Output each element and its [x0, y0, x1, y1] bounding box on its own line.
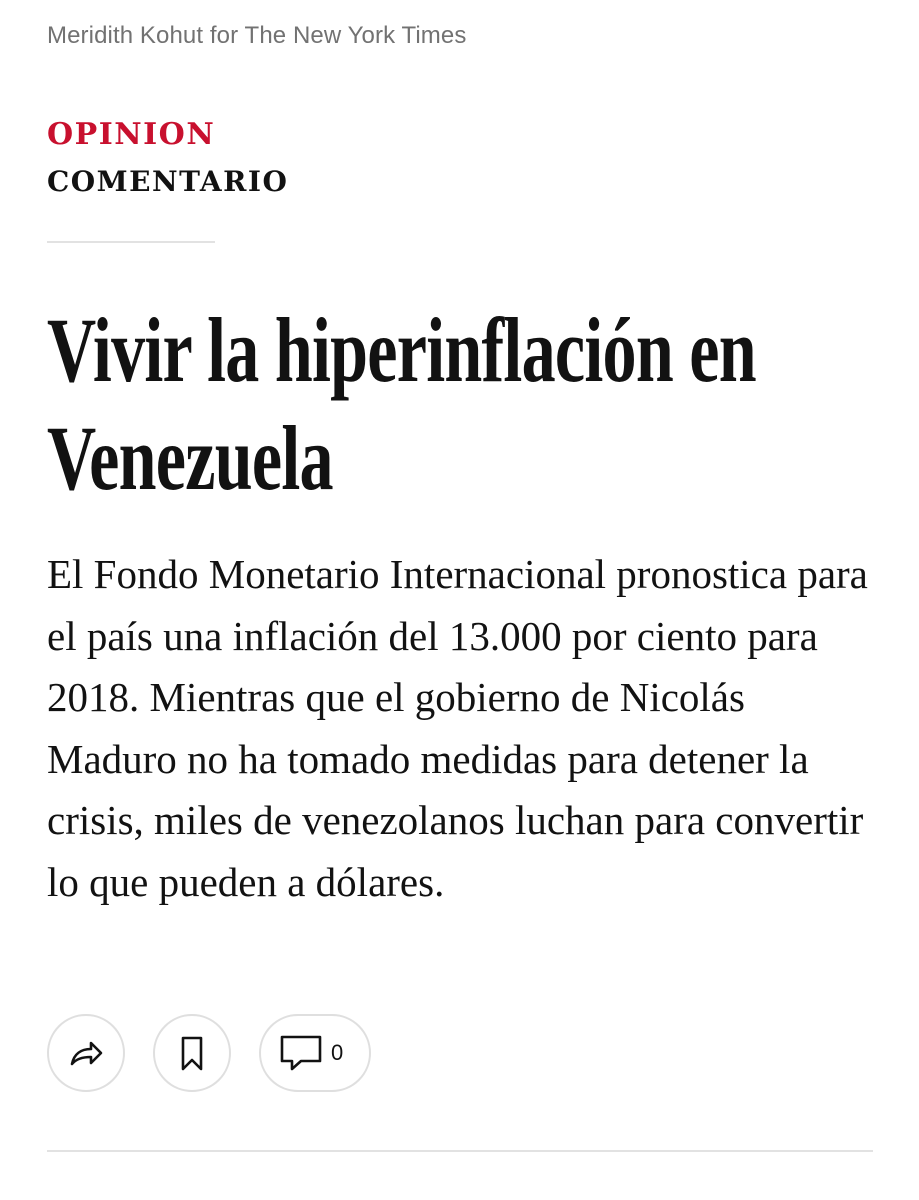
- share-arrow-icon: [66, 1033, 106, 1073]
- headline: Vivir la hiperinflación en Venezuela: [47, 299, 756, 509]
- share-button[interactable]: [47, 1014, 125, 1092]
- photo-credit: Meridith Kohut for The New York Times: [47, 22, 467, 49]
- bottom-divider: [47, 1150, 873, 1152]
- speech-bubble-icon: [279, 1033, 323, 1073]
- save-button[interactable]: [153, 1014, 231, 1092]
- comment-count: 0: [331, 1040, 344, 1065]
- bookmark-icon: [172, 1033, 212, 1073]
- article-summary: El Fondo Monetario Internacional pronostica para el país una inflación del 13.000 por ciento para 2018. Mientras que el gobierno de Nicolás Maduro no ha tomado medidas para detener la crisis, miles de venezolanos luchan para convertir lo que pueden a dólares.: [47, 551, 868, 905]
- subsection-label: COMENTARIO: [47, 165, 289, 198]
- section-label[interactable]: OPINION: [47, 117, 216, 152]
- article-actions: [47, 1014, 371, 1092]
- section-divider: [47, 241, 215, 243]
- comments-button[interactable]: [259, 1014, 371, 1092]
